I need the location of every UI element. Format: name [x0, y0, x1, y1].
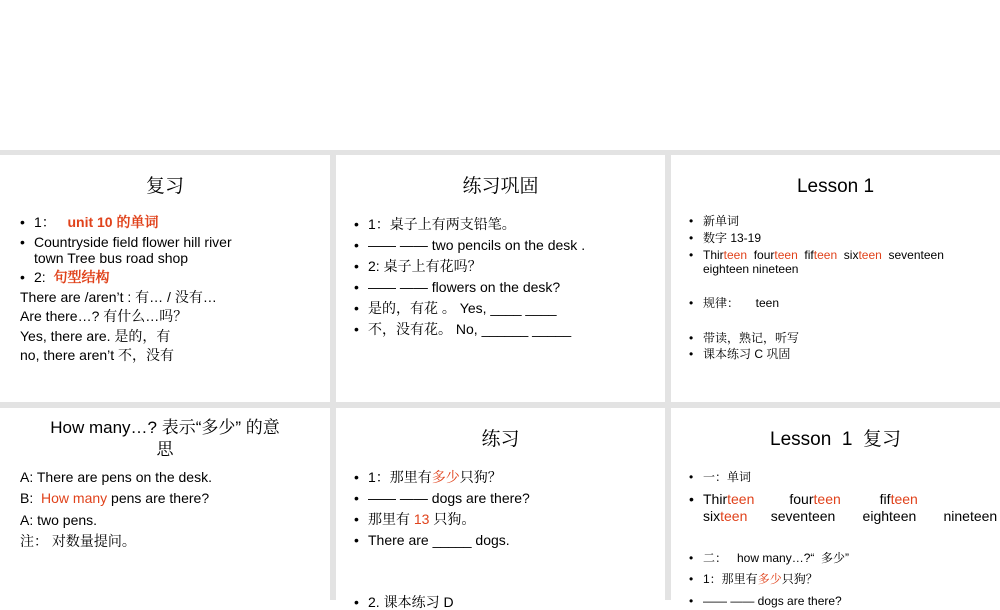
text-line: town Tree bus road shop — [34, 250, 189, 266]
text-line: eighteen nineteen — [703, 262, 799, 276]
slide-how-many[interactable] — [0, 408, 330, 600]
bullet-line: • Countryside field flower hill river — [20, 234, 232, 250]
bullet-line: • —— —— dogs are there? — [689, 594, 842, 608]
bullet-icon: • — [354, 300, 359, 316]
slide-title: 练习 — [481, 429, 520, 450]
text-line: A: two pens. — [20, 512, 98, 528]
bullet-icon: • — [20, 269, 25, 285]
text-line: There are /aren’t : 有… / 没有… — [20, 289, 217, 305]
bullet-icon: • — [689, 572, 694, 586]
bullet-line: • —— —— dogs are there? — [354, 490, 530, 506]
slide-title: 练习巩固 — [462, 176, 539, 197]
text-line: Yes, there are. 是的，有 — [20, 328, 171, 344]
bullet-line: • 那里有 13 只狗。 — [354, 511, 476, 527]
slide-practice-consolidate[interactable] — [336, 155, 665, 402]
slide-title: Lesson 1 复习 — [770, 429, 901, 450]
slide-review[interactable] — [0, 155, 330, 402]
bullet-line: • Thirteen fourteen fifteen — [689, 491, 918, 507]
slide-practice[interactable] — [336, 408, 665, 610]
bullet-line: • 一：单词 — [689, 470, 752, 484]
bullet-line: • —— —— two pencils on the desk . — [354, 237, 586, 253]
bullet-line: • 新单词 — [689, 214, 740, 228]
bullet-icon: • — [689, 491, 694, 507]
bullet-icon: • — [354, 237, 359, 253]
bullet-icon: • — [689, 551, 694, 565]
bullet-icon: • — [689, 248, 694, 262]
bullet-icon: • — [354, 258, 359, 274]
bullet-icon: • — [354, 511, 359, 527]
bullet-line: • 1：那里有多少只狗？ — [689, 572, 818, 586]
text-line: B: How many pens are there? — [20, 490, 210, 506]
slide-title-line-2: 思 — [156, 440, 174, 459]
bullet-icon: • — [20, 214, 25, 230]
text-line: 注： 对数量提问。 — [20, 533, 136, 549]
text-line: sixteen seventeen eighteen nineteen — [703, 508, 998, 524]
bullet-icon: • — [20, 234, 25, 250]
bullet-icon: • — [689, 347, 694, 361]
bullet-icon: • — [354, 532, 359, 548]
slide-lesson-1[interactable] — [671, 155, 1000, 402]
bullet-line: • 数字 13-19 — [689, 231, 762, 245]
bullet-icon: • — [354, 279, 359, 295]
bullet-line: • There are _____ dogs. — [354, 532, 510, 548]
bullet-icon: • — [689, 470, 694, 484]
bullet-icon: • — [689, 296, 694, 310]
bullet-icon: • — [354, 321, 359, 337]
slide-title: Lesson 1 — [796, 176, 875, 197]
bullet-line: • 不，没有花。 No, ______ _____ — [354, 321, 572, 337]
text-line: Are there…? 有什么…吗？ — [20, 308, 188, 324]
bullet-line: • 1：桌子上有两支铅笔。 — [354, 216, 516, 232]
bullet-icon: • — [354, 594, 359, 610]
bullet-line: • 1：那里有多少只狗？ — [354, 469, 502, 485]
top-blank-area — [0, 0, 1000, 150]
bullet-icon: • — [689, 594, 694, 608]
bullet-line: • 规律： teen — [689, 296, 780, 310]
bullet-line: • 2: 句型结构 — [20, 269, 110, 285]
bullet-line: • 2. 课本练习 D — [354, 594, 454, 610]
bullet-icon: • — [689, 231, 694, 245]
bullet-line: • 1： unit 10 的单词 — [20, 214, 159, 230]
bullet-line: • 带读，熟记，听写 — [689, 331, 800, 345]
text-line: A: There are pens on the desk. — [20, 469, 212, 485]
bullet-icon: • — [689, 214, 694, 228]
bullet-icon: • — [689, 331, 694, 345]
bullet-line: • 是的，有花 。 Yes, ____ ____ — [354, 300, 557, 316]
bullet-line: • 2: 桌子上有花吗？ — [354, 258, 482, 274]
bullet-line: • —— —— flowers on the desk? — [354, 279, 561, 295]
bullet-icon: • — [354, 490, 359, 506]
slide-lesson-1-review[interactable] — [671, 408, 1000, 608]
bullet-icon: • — [354, 216, 359, 232]
bullet-line: • Thirteen fourteen fifteen sixteen seventeen — [689, 248, 944, 262]
bullet-line: • 二： how many…?“ 多少” — [689, 551, 850, 565]
bullet-line: • 课本练习 C 巩固 — [689, 347, 791, 361]
slide-title: 复习 — [145, 176, 184, 197]
slide-title-line-1: How many…? 表示“多少” 的意 — [50, 418, 280, 437]
bullet-icon: • — [354, 469, 359, 485]
text-line: no, there aren’t 不，没有 — [20, 347, 175, 363]
